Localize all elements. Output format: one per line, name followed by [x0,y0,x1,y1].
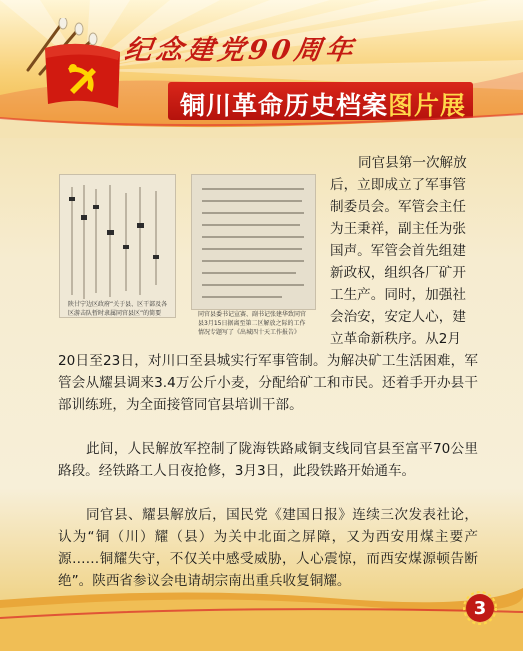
intro-line: 同官县第一次解放 [358,155,467,171]
party-flag-icon [40,38,125,113]
document-image-2 [192,175,315,309]
intro-line: 工生产。同时，加强社 [330,287,466,303]
paragraph-1: 20日至23日，对川口至县城实行军事管制。为解决矿工生活困难，军管会从耀县调来3.4万公斤小麦，分配给矿工和市民。还着手开办县干部训练班，为全面接管同官县培训干部。 [58,353,478,413]
page-number-badge [462,590,498,626]
anniversary-slogan: 纪念建党90周年 [122,35,359,66]
intro-line: 立革命新秩序。从2月 [330,331,461,347]
archive-photo-1 [59,174,176,318]
intro-line: 为王秉祥，副主任为张 [330,221,466,237]
footer-wave [0,578,523,651]
content-area [0,130,523,600]
intro-line: 国声。军管会首先组建 [330,243,466,259]
intro-line: 后，立即成立了军事管 [330,177,466,193]
title-accent: 图片展 [388,91,467,120]
intro-line: 新政权，组织各厂矿开 [330,265,466,281]
archive-photo-2 [191,174,316,310]
paragraph-2: 此间，人民解放军控制了陇海铁路咸铜支线同官县至富平70公里路段。经铁路工人日夜抢修，3月3日，此段铁路开始通车。 [58,441,478,479]
intro-line: 制委员会。军管会主任 [330,199,466,215]
paragraph-3: 同官县、耀县解放后，国民党《建国日报》连续三次发表社论，认为“铜（川）耀（县）为关中北面之屏障，又为西安用煤主要产源……铜耀失守，不仅关中感受威胁，人心震惊，而西安煤源顿告断绝”。陕西省参议会电请胡宗南出重兵收复铜耀。 [58,507,478,589]
paragraph-intro [330,152,470,350]
header-banner [0,0,523,128]
title-main: 铜川革命历史档案 [180,91,389,120]
document-image-1 [60,175,175,317]
photo-caption-2: 同官县委书记宣赛、副书记张建华致同官县3月15日据离至第二区解放之际的工作情况专题写了《出城四十天工作报告》 [198,311,307,336]
photo-caption-1: 陕甘宁边区政府“关于县、区干部及各区游击队暂时隶属同官县区”的简要 [68,301,168,317]
intro-line: 会治安，安定人心，建 [330,309,466,325]
page-number: 3 [473,598,487,619]
